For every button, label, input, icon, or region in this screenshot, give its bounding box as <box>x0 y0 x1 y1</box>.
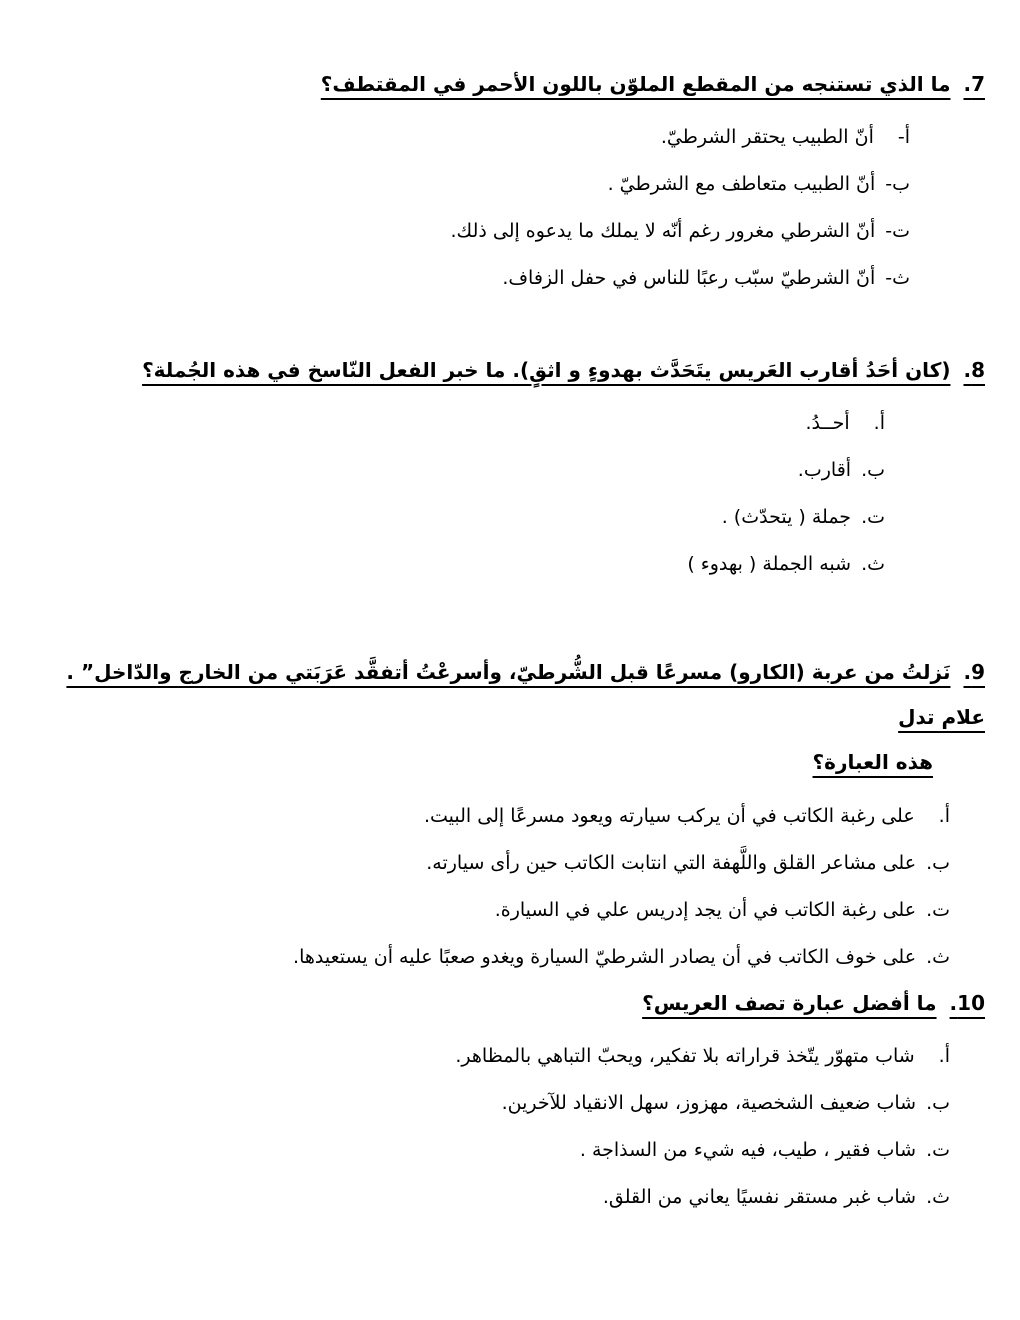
question-8-options <box>35 400 985 588</box>
option-letter: ب- <box>885 173 910 195</box>
question-8-header <box>35 352 985 388</box>
option-letter: ت. <box>861 506 885 528</box>
question-8-number: 8. <box>963 358 985 382</box>
option-text: أنّ الشرطي مغرور رغم أنّه لا يملك ما يدعوه إلى ذلك. <box>450 220 876 242</box>
question-10-title: ما أفضل عبارة تصف العريس؟ <box>642 991 937 1015</box>
question-9 <box>35 650 985 981</box>
option-text: أقارب. <box>797 459 852 481</box>
question-9-title-line2: هذه العبارة؟ <box>812 750 933 774</box>
question-9-number: 9. <box>963 660 985 684</box>
option-text: أنّ الشرطيّ سبّب رعبًا للناس في حفل الزفاف. <box>502 267 876 289</box>
question-10-option-th <box>35 1174 985 1221</box>
question-10-option-t <box>35 1127 985 1174</box>
question-7-number: 7. <box>963 72 985 96</box>
question-10-number: 10. <box>949 991 985 1015</box>
question-7-option-t <box>35 208 985 255</box>
option-text: شاب متهوّر يتّخذ قراراته بلا تفكير، ويحبّ التباهي بالمظاهر. <box>455 1045 915 1067</box>
question-10-options <box>35 1033 985 1221</box>
option-letter: ب. <box>926 852 950 874</box>
option-text: شاب فقير ، طيب، فيه شيء من السذاجة . <box>579 1139 917 1161</box>
option-text: على رغبة الكاتب في أن يجد إدريس علي في السيارة. <box>494 899 917 921</box>
question-9-option-b <box>35 840 985 887</box>
option-letter: ت- <box>885 220 910 242</box>
option-letter: أ. <box>873 412 885 434</box>
question-8-option-a <box>35 400 985 447</box>
option-text: شاب غبر مستقر نفسيًا يعاني من القلق. <box>602 1186 917 1208</box>
question-8 <box>35 352 985 588</box>
question-8-option-th <box>35 541 985 588</box>
question-10-option-a <box>35 1033 985 1080</box>
option-text: أحــدُ. <box>805 412 850 434</box>
question-9-option-t <box>35 887 985 934</box>
question-8-option-b <box>35 447 985 494</box>
option-letter: ث. <box>926 946 950 968</box>
option-letter: ث- <box>885 267 910 289</box>
question-10-option-b <box>35 1080 985 1127</box>
option-text: شبه الجملة ( بهدوء ) <box>687 553 852 575</box>
question-10 <box>35 985 985 1221</box>
option-letter: أ. <box>938 1045 950 1067</box>
question-8-title: (كان أحَدُ أقارب العَريس يتَحَدَّث بهدوءٍ و اثقٍ). ما خبر الفعل النّاسخ في هذه الجُملة؟ <box>142 358 951 382</box>
question-8-option-t <box>35 494 985 541</box>
option-text: أنّ الطبيب متعاطف مع الشرطيّ . <box>607 173 876 195</box>
question-7-options <box>35 114 985 302</box>
question-7 <box>35 66 985 302</box>
question-9-header-line2 <box>35 740 985 785</box>
question-9-header-line1 <box>35 650 985 740</box>
option-letter: ت. <box>926 1139 950 1161</box>
option-text: شاب ضعيف الشخصية، مهزوز، سهل الانقياد للآخرين. <box>501 1092 917 1114</box>
question-7-option-th <box>35 255 985 302</box>
question-9-option-a <box>35 793 985 840</box>
option-letter: أ- <box>897 126 910 148</box>
option-letter: ت. <box>926 899 950 921</box>
question-7-option-a <box>35 114 985 161</box>
option-letter: ث. <box>861 553 885 575</box>
option-text: على رغبة الكاتب في أن يركب سيارته ويعود مسرعًا إلى البيت. <box>423 805 915 827</box>
question-9-option-th <box>35 934 985 981</box>
option-text: على خوف الكاتب في أن يصادر الشرطيّ السيارة ويغدو صعبًا عليه أن يستعيدها. <box>293 946 917 968</box>
option-letter: ب. <box>926 1092 950 1114</box>
option-text: أنّ الطبيب يحتقر الشرطيّ. <box>660 126 874 148</box>
question-7-option-b <box>35 161 985 208</box>
question-9-title-line1: نَزلتُ من عربة (الكارو) مسرعًا قبل الشُّرطيّ، وأسرعْتُ أتفقَّد عَرَبَتي من الخارج والدّاخل” . علام تدل <box>66 660 985 729</box>
option-text: جملة ( يتحدّث) . <box>721 506 852 528</box>
question-10-header <box>35 985 985 1021</box>
question-7-title: ما الذي تستنجه من المقطع الملوّن باللون الأحمر في المقتطف؟ <box>320 72 951 96</box>
question-7-header <box>35 66 985 102</box>
option-letter: ث. <box>926 1186 950 1208</box>
option-text: على مشاعر القلق واللَّهفة التي انتابت الكاتب حين رأى سيارته. <box>426 852 917 874</box>
option-letter: ب. <box>861 459 885 481</box>
option-letter: أ. <box>938 805 950 827</box>
question-9-options <box>35 793 985 981</box>
